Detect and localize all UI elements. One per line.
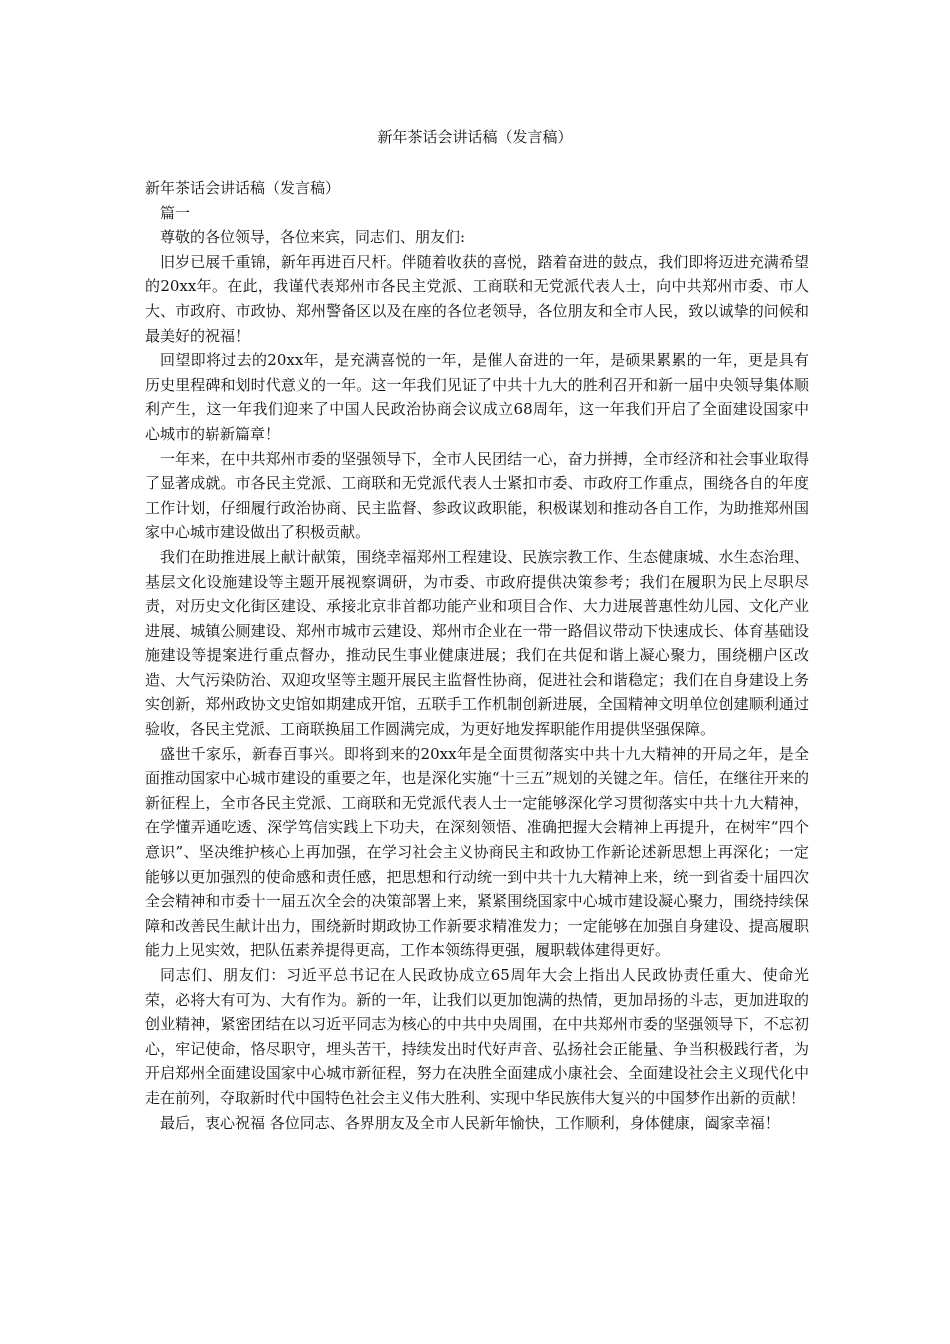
paragraph-2: 回望即将过去的20xx年，是充满喜悦的一年，是催人奋进的一年，是硕果累累的一年，更是具有历史里程碑和划时代意义的一年。这一年我们见证了中共十九大的胜利召开和新一届中央领导集体顺利产生，这一年我们迎来了中国人民政治协商会议成立68周年，这一年我们开启了全面建设国家中心城市的崭新篇章！ <box>145 351 809 443</box>
salutation: 尊敬的各位领导，各位来宾，同志们、朋友们: <box>160 228 466 247</box>
section-label: 篇一 <box>160 203 191 222</box>
document-body <box>145 176 809 1135</box>
document-subtitle: 新年茶话会讲话稿（发言稿） <box>145 179 341 197</box>
document-title: 新年茶话会讲话稿（发言稿） <box>377 128 573 146</box>
paragraph-4: 我们在助推进展上献计献策，围绕幸福郑州工程建设、民族宗教工作、生态健康城、水生态治理、基层文化设施建设等主题开展视察调研，为市委、市政府提供决策参考；我们在履职为民上尽职尽责，对历史文化街区建设、承接北京非首都功能产业和项目合作、大力进展普惠性幼儿园、文化产业进展、城镇公厕建设、郑州市城市云建设、郑州市企业在一带一路倡议带动下快速成长、体育基础设施建设等提案进行重点督办，推动民生事业健康进展；我们在共促和谐上凝心聚力，围绕棚户区改造、大气污染防治、双迎攻坚等主题开展民主监督性协商，促进社会和谐稳定；我们在自身建设上务实创新，郑州政协文史馆如期建成开馆，五联手工作机制创新进展，全国精神文明单位创建顺利通过验收，各民主党派、工商联换届工作圆满完成，为更好地发挥职能作用提供坚强保障。 <box>145 547 809 739</box>
closing-wishes: 最后，衷心祝福 各位同志、各界朋友及全市人民新年愉快，工作顺利，身体健康，阖家幸福！ <box>160 1113 780 1132</box>
paragraph-5: 盛世千家乐，新春百事兴。即将到来的20xx年是全面贯彻落实中共十九大精神的开局之年，是全面推动国家中心城市建设的重要之年，也是深化实施“十三五”规划的关键之年。信任，在继往开来的新征程上，全市各民主党派、工商联和无党派代表人士一定能够深化学习贯彻落实中共十九大精神，在学懂弄通吃透、深学笃信实践上下功夫，在深刻领悟、准确把握大会精神上再提升，在树牢“四个意识”、坚决维护核心上再加强，在学习社会主义协商民主和政协工作新论述新思想上再深化；一定能够以更加强烈的使命感和责任感，把思想和行动统一到中共十九大精神上来，统一到省委十届四次全会精神和市委十一届五次全会的决策部署上来，紧紧围绕国家中心城市建设凝心聚力，围绕持续保障和改善民生献计出力，围绕新时期政协工作新要求精准发力；一定能够在加强自身建设、提高履职能力上见实效，把队伍素养提得更高，工作本领练得更强，履职载体建得更好。 <box>145 744 809 960</box>
paragraph-1: 旧岁已展千重锦，新年再进百尺杆。伴随着收获的喜悦，踏着奋进的鼓点，我们即将迈进充满希望的20xx年。在此，我谨代表郑州市各民主党派、工商联和无党派代表人士，向中共郑州市委、市人大、市政府、市政协、郑州警备区以及在座的各位老领导，各位朋友和全市人民，致以诚挚的问候和最美好的祝福！ <box>145 252 809 345</box>
paragraph-6: 同志们、朋友们：习近平总书记在人民政协成立65周年大会上指出人民政协责任重大、使命光荣，必将大有可为、大有作为。新的一年，让我们以更加饱满的热情，更加昂扬的斗志，更加进取的创业精神，紧密团结在以习近平同志为核心的中共中央周围，在中共郑州市委的坚强领导下，不忘初心，牢记使命，恪尽职守，埋头苦干，持续发出时代好声音、弘扬社会正能量、争当积极践行者，为开启郑州全面建设国家中心城市新征程，努力在决胜全面建成小康社会、全面建设社会主义现代化中走在前列，夺取新时代中国特色社会主义伟大胜利、实现中华民族伟大复兴的中国梦作出新的贡献！ <box>145 966 809 1107</box>
paragraph-3: 一年来，在中共郑州市委的坚强领导下，全市人民团结一心，奋力拼搏，全市经济和社会事业取得了显著成就。市各民主党派、工商联和无党派代表人士紧扣市委、市政府工作重点，围绕各自的年度工作计划，仔细履行政治协商、民主监督、参政议政职能，积极谋划和推动各自工作，为助推郑州国家中心城市建设做出了积极贡献。 <box>145 449 809 542</box>
